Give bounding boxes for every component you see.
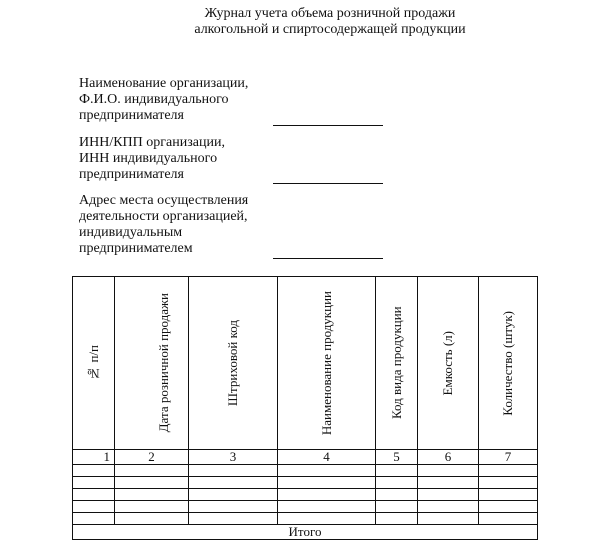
field-label-line: ИНН индивидуального <box>79 151 218 166</box>
table-cell[interactable] <box>278 489 376 501</box>
table-cell[interactable] <box>376 501 418 513</box>
header-cell-capacity <box>418 277 479 450</box>
field-label-line: предпринимателя <box>79 167 184 182</box>
inn-kpp-fill-line[interactable] <box>273 183 383 184</box>
column-number: 5 <box>376 450 418 465</box>
header-text: Наименование продукции <box>318 290 334 436</box>
table-cell[interactable] <box>376 465 418 477</box>
table-cell[interactable] <box>418 501 479 513</box>
header-text: Штриховой код <box>225 319 240 407</box>
table-cell[interactable] <box>189 501 278 513</box>
table-cell[interactable] <box>73 489 115 501</box>
field-label-line: Адрес места осуществления <box>79 193 249 208</box>
table-cell[interactable] <box>479 477 538 489</box>
organization-name-fill-line[interactable] <box>273 125 383 126</box>
table-cell[interactable] <box>73 513 115 525</box>
table-cell[interactable] <box>418 465 479 477</box>
column-number-row <box>73 450 538 465</box>
field-label-line: Ф.И.О. индивидуального <box>79 92 229 107</box>
table-cell[interactable] <box>376 513 418 525</box>
table-cell[interactable] <box>189 477 278 489</box>
field-label-line: ИНН/КПП организации, <box>79 135 225 150</box>
header-cell-quantity <box>479 277 538 450</box>
table-cell[interactable] <box>189 513 278 525</box>
column-number: 6 <box>418 450 479 465</box>
header-cell-product-type-code <box>376 277 418 450</box>
field-label-address <box>79 193 248 257</box>
table-cell[interactable] <box>278 513 376 525</box>
field-label-line: индивидуальным <box>79 225 183 240</box>
table-cell[interactable] <box>376 477 418 489</box>
field-label-inn-kpp <box>79 135 225 183</box>
header-cell-row-number <box>73 277 115 450</box>
address-fill-line[interactable] <box>273 258 383 259</box>
field-label-line: Наименование организации, <box>79 76 249 91</box>
total-row <box>73 525 538 540</box>
table-row[interactable] <box>73 501 538 513</box>
sales-journal-table <box>72 276 538 540</box>
table-cell[interactable] <box>278 465 376 477</box>
table-cell[interactable] <box>115 501 189 513</box>
journal-title <box>150 6 510 38</box>
table-cell[interactable] <box>278 501 376 513</box>
table-cell[interactable] <box>418 513 479 525</box>
header-text: Код вида продукции <box>388 306 404 420</box>
header-text: Дата розничной продажи <box>155 293 171 433</box>
table-cell[interactable] <box>189 465 278 477</box>
header-cell-barcode <box>189 277 278 450</box>
table-cell[interactable] <box>479 465 538 477</box>
header-text: Количество (штук) <box>500 310 515 416</box>
column-number: 4 <box>278 450 376 465</box>
table-row[interactable] <box>73 489 538 501</box>
column-number: 7 <box>479 450 538 465</box>
journal-title-line-2: алкогольной и спиртосодержащей продукции <box>194 22 466 37</box>
table-cell[interactable] <box>418 489 479 501</box>
table-cell[interactable] <box>376 489 418 501</box>
table-cell[interactable] <box>73 477 115 489</box>
table-cell[interactable] <box>115 465 189 477</box>
table-cell[interactable] <box>479 489 538 501</box>
total-label: Итого <box>73 525 538 540</box>
table-cell[interactable] <box>73 501 115 513</box>
table-row[interactable] <box>73 513 538 525</box>
table-cell[interactable] <box>278 477 376 489</box>
field-label-line: деятельности организацией, <box>79 209 248 224</box>
column-number: 1 <box>73 450 115 465</box>
journal-title-line-1: Журнал учета объема розничной продажи <box>204 6 456 21</box>
table-cell[interactable] <box>115 513 189 525</box>
column-number: 3 <box>189 450 278 465</box>
table-cell[interactable] <box>189 489 278 501</box>
table-cell[interactable] <box>115 477 189 489</box>
table-cell[interactable] <box>115 489 189 501</box>
header-text: № п/п <box>85 345 101 381</box>
table-cell[interactable] <box>479 501 538 513</box>
header-text: Емкость (л) <box>440 330 455 396</box>
header-cell-sale-date <box>115 277 189 450</box>
table-row[interactable] <box>73 465 538 477</box>
field-label-organization-name <box>79 76 248 124</box>
table-header-row <box>73 277 538 450</box>
column-number: 2 <box>115 450 189 465</box>
field-label-line: предпринимателя <box>79 108 184 123</box>
field-label-line: предпринимателем <box>79 241 193 256</box>
table-row[interactable] <box>73 477 538 489</box>
table-cell[interactable] <box>73 465 115 477</box>
table-cell[interactable] <box>418 477 479 489</box>
table-cell[interactable] <box>479 513 538 525</box>
header-cell-product-name <box>278 277 376 450</box>
